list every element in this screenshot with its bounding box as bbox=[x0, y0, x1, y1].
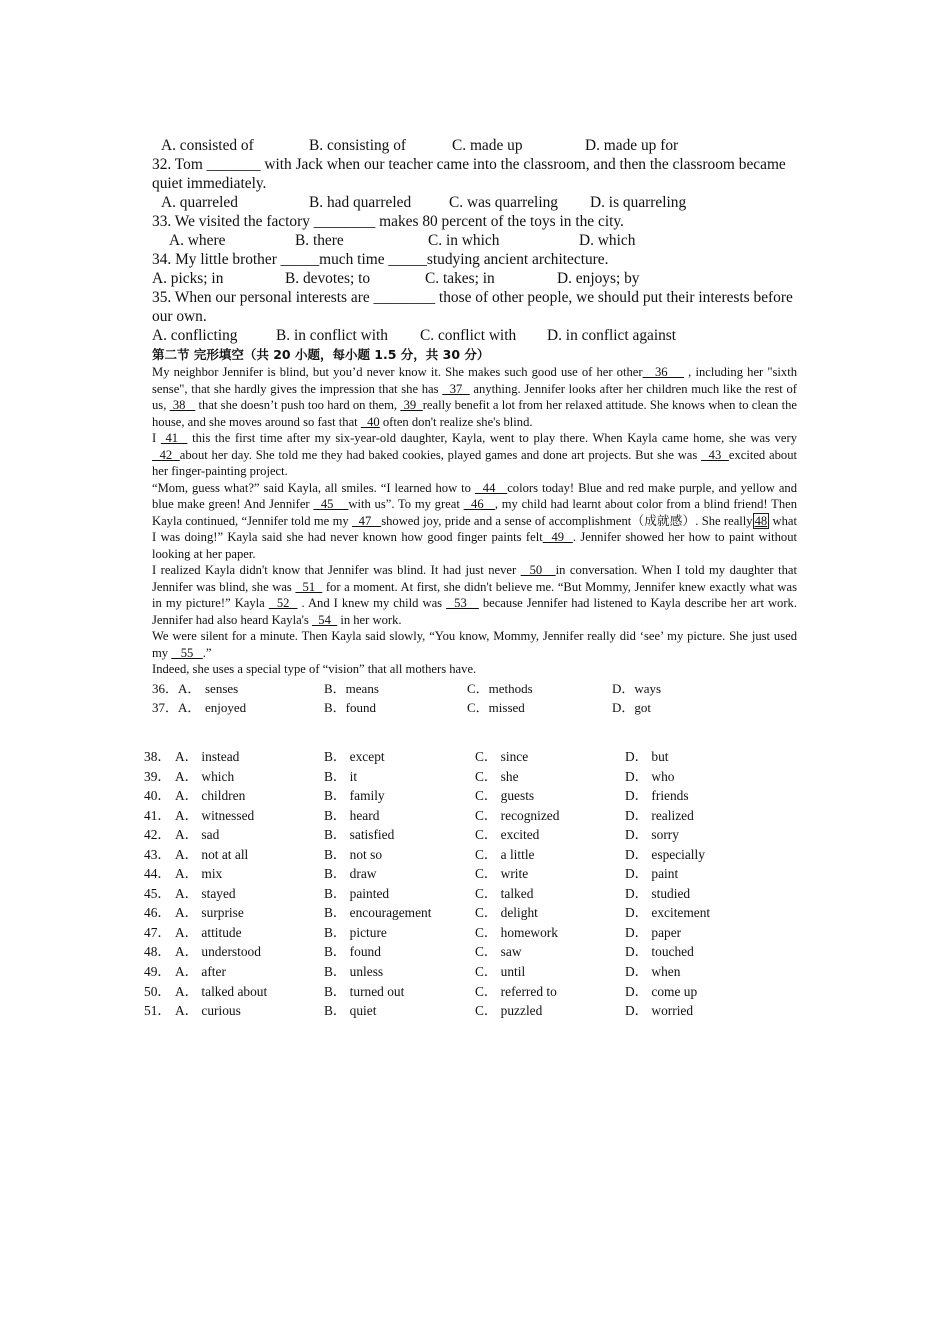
option-c: C．methods bbox=[467, 680, 533, 696]
blank-54: 54 bbox=[311, 612, 338, 627]
question-number: 51． bbox=[144, 1003, 171, 1019]
option-c: C． recognized bbox=[475, 807, 560, 823]
option-c: C． a little bbox=[475, 846, 535, 862]
option-c: C. takes; in bbox=[425, 270, 495, 287]
option-a: enjoyed bbox=[205, 699, 247, 715]
question-number: 38． bbox=[144, 749, 171, 764]
option-b: B．means bbox=[324, 680, 379, 696]
option-d: D． paint bbox=[625, 866, 679, 882]
option-b: B． turned out bbox=[324, 983, 405, 999]
option-d: D． come up bbox=[625, 983, 698, 999]
question-number: 44． bbox=[144, 866, 171, 882]
option-c: C． excited bbox=[475, 827, 540, 843]
option-a: A． which bbox=[175, 768, 235, 784]
option-a: A． curious bbox=[175, 1003, 241, 1019]
question-number: 45． bbox=[144, 885, 171, 901]
option-b: B． painted bbox=[324, 885, 390, 901]
paragraph-3: “Mom, guess what?” said Kayla, all smiles. “I learned how to 44 colors today! Blue and red make purple, and yellow and blue make green! And Jennifer 45 with us”. To my great 46 , my child had learnt about color from a blind friend! Then Kayla continued, “Jennifer told me my 47 showed joy, pride and a sense of accomplishment（成就感）. She really 48 what I was doing!” Kayla said she had never known how good finger paints felt 49 . Jennifer showed her how to paint without looking at her paper. bbox=[152, 480, 798, 561]
option-b: B．found bbox=[324, 699, 377, 715]
option-d: D. made up for bbox=[585, 137, 679, 154]
option-d: D．ways bbox=[612, 680, 662, 696]
options-36-37 bbox=[152, 679, 797, 717]
option-a: A． understood bbox=[175, 944, 261, 960]
paragraph-5: We were silent for a minute. Then Kayla said slowly, “You know, Mommy, Jennifer really did ‘see’ my picture. She just used my 55 .” bbox=[152, 629, 797, 660]
section-title: 第二节 完形填空（共 20 小题，每小题 1.5 分，共 30 分） bbox=[152, 347, 490, 362]
option-a: A． mix bbox=[175, 866, 223, 882]
blank-42: 42 bbox=[152, 447, 180, 462]
option-d: D． who bbox=[625, 768, 675, 784]
option-d: D．got bbox=[612, 699, 652, 715]
option-a: A． talked about bbox=[175, 983, 268, 999]
option-c: C． until bbox=[475, 964, 526, 980]
option-c: C． referred to bbox=[475, 983, 557, 999]
option-d: D. enjoys; by bbox=[557, 270, 640, 287]
question-number: 36．A． bbox=[152, 680, 201, 696]
option-c: C． since bbox=[475, 749, 529, 764]
blank-36: 36 bbox=[642, 365, 685, 379]
option-b: B． family bbox=[324, 788, 385, 804]
option-a: A． attitude bbox=[175, 924, 242, 940]
option-b: B． draw bbox=[324, 866, 377, 882]
question-34 bbox=[152, 250, 797, 288]
option-b: B． found bbox=[324, 944, 381, 960]
option-row bbox=[152, 698, 797, 717]
option-a: A． surprise bbox=[175, 905, 244, 921]
option-b: B. had quarreled bbox=[309, 194, 412, 211]
option-d: D． especially bbox=[625, 846, 705, 862]
option-a: A． not at all bbox=[175, 846, 249, 862]
blank-55: 55 bbox=[171, 645, 203, 660]
option-a: A． after bbox=[175, 964, 226, 980]
blank-47: 47 bbox=[352, 513, 382, 528]
question-number: 46． bbox=[144, 905, 171, 921]
option-c: C． homework bbox=[475, 924, 558, 940]
blank-40: 40 bbox=[360, 414, 380, 429]
paragraph-4: I realized Kayla didn't know that Jennifer was blind. It had just never 50 in conversation. When I told my daughter that Jennifer was blind, she was 51 for a moment. At first, she didn't believe me. “But Mommy, Jennifer knew exactly what was in my picture!” Kayla 52 . And I knew my child was 53 because Jennifer had listened to Kayla describe her art work. Jennifer had also heard Kayla's 54 in her work. bbox=[152, 563, 798, 627]
question-35 bbox=[152, 288, 797, 345]
blank-38: 38 bbox=[169, 398, 196, 412]
option-b: B. in conflict with bbox=[276, 327, 388, 344]
option-d: D． paper bbox=[625, 924, 682, 940]
blank-50: 50 bbox=[520, 563, 556, 577]
question-number: 42． bbox=[144, 827, 171, 843]
option-c: C. conflict with bbox=[420, 327, 517, 344]
paragraph-2: I 41 this the first time after my six-year-old daughter, Kayla, went to play there. When Kayla came home, she was very 42 about her day. She told me they had baked cookies, played games and done art projects. But she was 43 excited about her finger-painting project. bbox=[152, 431, 798, 478]
option-d: D． worried bbox=[625, 1003, 694, 1019]
option-d: D. which bbox=[579, 232, 636, 249]
option-a: A. picks; in bbox=[152, 270, 224, 287]
question-number: 41． bbox=[144, 807, 171, 823]
paragraph-1: My neighbor Jennifer is blind, but you’d never know it. She makes such good use of her other 36 , including her "sixth sense", that she hardly gives the impression that she has 37 anything. Jennifer looks after her children much like the rest of us, 38 that she doesn’t push too hard on them, 39 really benefit a lot from her relaxed attitude. She knows when to clean the house, and she moves around so fast that 40 often don't realize she's blind. bbox=[152, 365, 797, 429]
question-number: 40． bbox=[144, 788, 171, 804]
blank-48: 48 bbox=[754, 513, 768, 528]
option-c: C. made up bbox=[452, 137, 523, 154]
option-d: D． studied bbox=[625, 885, 691, 901]
option-d: D． but bbox=[625, 749, 669, 764]
option-a: A． witnessed bbox=[175, 807, 255, 823]
blank-52: 52 bbox=[268, 596, 298, 610]
option-a: A． instead bbox=[175, 749, 240, 764]
option-c: C． delight bbox=[475, 905, 538, 921]
option-b: B． unless bbox=[324, 964, 384, 980]
option-c: C. in which bbox=[428, 232, 500, 249]
option-a: A. quarreled bbox=[161, 194, 238, 211]
blank-46: 46 bbox=[463, 497, 495, 511]
option-c: C． guests bbox=[475, 788, 535, 804]
blank-51: 51 bbox=[295, 579, 323, 594]
question-number: 48． bbox=[144, 944, 171, 960]
option-row bbox=[152, 679, 797, 698]
option-d: D. is quarreling bbox=[590, 194, 687, 211]
blank-53: 53 bbox=[446, 596, 479, 610]
question-number: 47． bbox=[144, 924, 171, 940]
option-b: B． it bbox=[324, 768, 358, 784]
option-d: D． excitement bbox=[625, 905, 711, 921]
question-stem: 35. When our personal interests are ________ those of other people, we should put their interests before our own. bbox=[152, 289, 793, 325]
blank-45: 45 bbox=[313, 497, 349, 511]
question-32 bbox=[152, 155, 797, 212]
question-number: 43． bbox=[144, 846, 171, 862]
option-d: D. in conflict against bbox=[547, 327, 677, 344]
option-a: A. conflicting bbox=[152, 327, 238, 344]
option-b: B． satisfied bbox=[324, 827, 395, 843]
option-a: A. where bbox=[169, 232, 226, 249]
question-33 bbox=[152, 212, 797, 250]
blank-43: 43 bbox=[701, 447, 729, 462]
question-stem: 32. Tom _______ with Jack when our teacher came into the classroom, and then the classroom became quiet immediately. bbox=[152, 156, 786, 192]
option-b: B． except bbox=[324, 749, 385, 764]
question-number: 39． bbox=[144, 768, 171, 784]
option-b: B. devotes; to bbox=[285, 270, 371, 287]
option-b: B． quiet bbox=[324, 1003, 377, 1019]
question-number: 49． bbox=[144, 964, 171, 980]
option-a: A． stayed bbox=[175, 885, 236, 901]
option-c: C. was quarreling bbox=[449, 194, 558, 211]
option-b: B． picture bbox=[324, 924, 387, 940]
option-c: C． she bbox=[475, 768, 519, 784]
blank-37: 37 bbox=[442, 381, 470, 396]
option-d: D． when bbox=[625, 964, 681, 980]
option-a: A． children bbox=[175, 788, 246, 804]
question-stem: 34. My little brother _____much time _____studying ancient architecture. bbox=[152, 251, 609, 268]
option-c: C． talked bbox=[475, 885, 534, 901]
question-stem: 33. We visited the factory ________ makes 80 percent of the toys in the city. bbox=[152, 213, 624, 230]
option-b: B. consisting of bbox=[309, 137, 407, 154]
option-b: B． heard bbox=[324, 807, 380, 823]
blank-41: 41 bbox=[160, 431, 188, 445]
option-d: D． sorry bbox=[625, 827, 679, 843]
option-c: C． saw bbox=[475, 944, 522, 960]
exam-page bbox=[152, 136, 797, 717]
option-c: C．missed bbox=[467, 699, 525, 715]
blank-44: 44 bbox=[474, 480, 508, 495]
option-a: A． sad bbox=[175, 827, 220, 843]
option-d: D． touched bbox=[625, 944, 694, 960]
option-b: B． encouragement bbox=[324, 905, 432, 921]
paragraph-6: Indeed, she uses a special type of “vision” that all mothers have. bbox=[152, 662, 477, 676]
option-c: C． write bbox=[475, 866, 529, 882]
option-b: B． not so bbox=[324, 846, 383, 862]
question-number: 50． bbox=[144, 983, 171, 999]
question-number: 37．A． bbox=[152, 699, 201, 715]
question-31-options bbox=[152, 136, 797, 155]
option-b: B. there bbox=[295, 232, 344, 249]
option-d: D． realized bbox=[625, 807, 694, 823]
option-a: A. consisted of bbox=[161, 137, 254, 154]
blank-39: 39 bbox=[400, 398, 423, 412]
blank-49: 49 bbox=[542, 530, 573, 544]
option-c: C． puzzled bbox=[475, 1003, 543, 1019]
option-d: D． friends bbox=[625, 788, 689, 804]
option-a: senses bbox=[205, 680, 239, 696]
cloze-passage bbox=[152, 364, 797, 678]
